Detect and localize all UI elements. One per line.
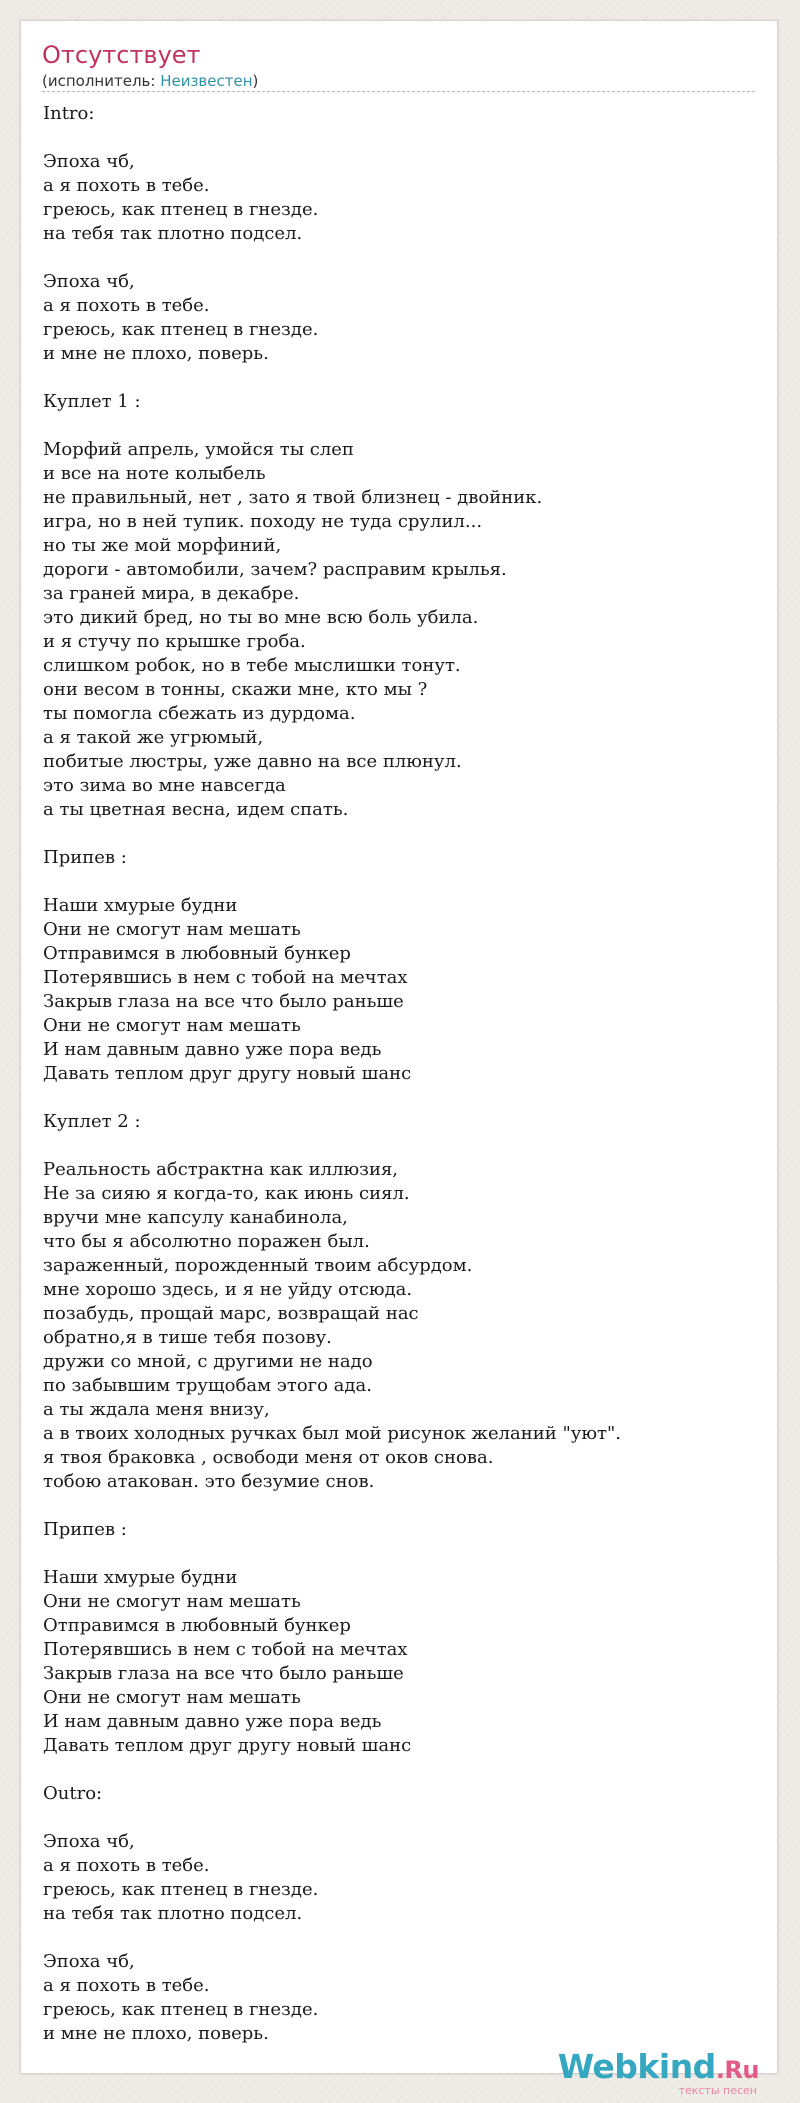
lyric-line: Эпоха чб, <box>43 1951 135 1972</box>
lyric-line: а я похоть в тебе. <box>43 1975 210 1996</box>
lyric-line: Давать теплом друг другу новый шанс <box>43 1735 412 1756</box>
lyric-line: греюсь, как птенец в гнезде. <box>43 1999 319 2020</box>
lyric-line: позабудь, прощай марс, возвращай нас <box>43 1303 419 1324</box>
lyric-line <box>43 870 763 894</box>
lyric-line: Они не смогут нам мешать <box>43 1015 301 1036</box>
lyric-line: Outro: <box>43 1783 103 1804</box>
lyric-line <box>43 1134 763 1158</box>
lyric-line: на тебя так плотно подсел. <box>43 223 303 244</box>
lyric-line <box>43 1758 763 1782</box>
lyric-line: Давать теплом друг другу новый шанс <box>43 1063 412 1084</box>
lyric-line: а ты цветная весна, идем спать. <box>43 799 349 820</box>
lyric-line: Наши хмурые будни <box>43 895 238 916</box>
lyric-line: зараженный, порожденный твоим абсурдом. <box>43 1255 473 1276</box>
lyric-line: Отправимся в любовный бункер <box>43 1615 351 1636</box>
lyric-line: Морфий апрель, умойся ты слеп <box>43 439 354 460</box>
lyric-line <box>43 1926 763 1950</box>
lyric-line <box>43 822 763 846</box>
lyric-line: Эпоха чб, <box>43 151 135 172</box>
song-title: Отсутствует <box>42 41 201 69</box>
lyric-line: Они не смогут нам мешать <box>43 919 301 940</box>
lyric-line: мне хорошо здесь, и я не уйду отсюда. <box>43 1279 413 1300</box>
lyric-line: Куплет 2 : <box>43 1111 141 1132</box>
lyric-line <box>43 1494 763 1518</box>
lyric-line: не правильный, нет , зато я твой близнец - двойник. <box>43 487 543 508</box>
lyric-line: Реальность абстрактна как иллюзия, <box>43 1159 399 1180</box>
lyric-line: и я стучу по крышке гроба. <box>43 631 306 652</box>
lyric-line <box>43 126 763 150</box>
lyric-line: Они не смогут нам мешать <box>43 1591 301 1612</box>
lyric-line: а я похоть в тебе. <box>43 175 210 196</box>
lyric-line: Эпоха чб, <box>43 1831 135 1852</box>
lyric-line: и мне не плохо, поверь. <box>43 343 269 364</box>
lyric-line: Припев : <box>43 1519 127 1540</box>
logo-main-text: Webkind <box>557 2047 716 2086</box>
lyric-line: Не за сияю я когда-то, как июнь сиял. <box>43 1183 410 1204</box>
logo-tld-text: .Ru <box>715 2056 759 2084</box>
lyric-line: Потерявшись в нем с тобой на мечтах <box>43 1639 408 1660</box>
lyric-line: И нам давным давно уже пора ведь <box>43 1711 382 1732</box>
lyric-line: и мне не плохо, поверь. <box>43 2023 269 2044</box>
artist-suffix: ) <box>252 72 259 90</box>
lyric-line: по забывшим трущобам этого ада. <box>43 1375 372 1396</box>
lyric-line <box>43 366 763 390</box>
lyric-line: но ты же мой морфиний, <box>43 535 282 556</box>
lyric-line: тобою атакован. это безумие снов. <box>43 1471 375 1492</box>
lyric-line: за граней мира, в декабре. <box>43 583 300 604</box>
lyric-line: что бы я абсолютно поражен был. <box>43 1231 370 1252</box>
lyric-line: обратно,я в тише тебя позову. <box>43 1327 332 1348</box>
lyric-line: дороги - автомобили, зачем? расправим крылья. <box>43 559 507 580</box>
lyric-line: я твоя браковка , освободи меня от оков снова. <box>43 1447 494 1468</box>
lyrics-text <box>43 102 763 2046</box>
artist-link[interactable]: Неизвестен <box>160 72 253 90</box>
lyric-line: И нам давным давно уже пора ведь <box>43 1039 382 1060</box>
lyrics-card <box>20 20 778 2097</box>
lyric-line: ты помогла сбежать из дурдома. <box>43 703 356 724</box>
lyric-line: Закрыв глаза на все что было раньше <box>43 1663 404 1684</box>
lyric-line: слишком робок, но в тебе мыслишки тонут. <box>43 655 461 676</box>
lyric-line: побитые люстры, уже давно на все плюнул. <box>43 751 462 772</box>
webkind-logo[interactable] <box>557 2047 763 2103</box>
lyric-line: Припев : <box>43 847 127 868</box>
lyric-line <box>43 1542 763 1566</box>
lyric-line: и все на ноте колыбель <box>43 463 266 484</box>
lyric-line: они весом в тонны, скажи мне, кто мы ? <box>43 679 428 700</box>
lyric-line <box>43 1086 763 1110</box>
lyric-line: Потерявшись в нем с тобой на мечтах <box>43 967 408 988</box>
lyric-line: а в твоих холодных ручках был мой рисунок желаний "уют". <box>43 1423 621 1444</box>
lyric-line: греюсь, как птенец в гнезде. <box>43 1879 319 1900</box>
lyric-line: дружи со мной, с другими не надо <box>43 1351 373 1372</box>
lyric-line <box>43 1806 763 1830</box>
lyric-line <box>43 246 763 270</box>
lyric-line: Куплет 1 : <box>43 391 141 412</box>
logo-tagline: тексты песен <box>678 2084 757 2097</box>
lyric-line: Эпоха чб, <box>43 271 135 292</box>
lyric-line: игра, но в ней тупик. походу не туда срулил... <box>43 511 483 532</box>
lyric-line: Отправимся в любовный бункер <box>43 943 351 964</box>
lyric-line: вручи мне капсулу канабинола, <box>43 1207 348 1228</box>
lyric-line <box>43 414 763 438</box>
lyric-line: а ты ждала меня внизу, <box>43 1399 270 1420</box>
lyric-line: Они не смогут нам мешать <box>43 1687 301 1708</box>
lyric-line: Наши хмурые будни <box>43 1567 238 1588</box>
lyric-line: на тебя так плотно подсел. <box>43 1903 303 1924</box>
lyric-line: Intro: <box>43 103 95 124</box>
lyric-line: греюсь, как птенец в гнезде. <box>43 199 319 220</box>
lyric-line: Закрыв глаза на все что было раньше <box>43 991 404 1012</box>
artist-line <box>42 71 258 91</box>
title-divider <box>42 91 755 92</box>
lyric-line: это зима во мне навсегда <box>43 775 286 796</box>
lyric-line: греюсь, как птенец в гнезде. <box>43 319 319 340</box>
artist-prefix: (исполнитель: <box>42 72 161 90</box>
lyric-line: а я такой же угрюмый, <box>43 727 264 748</box>
lyric-line: а я похоть в тебе. <box>43 295 210 316</box>
lyric-line: это дикий бред, но ты во мне всю боль убила. <box>43 607 479 628</box>
lyric-line: а я похоть в тебе. <box>43 1855 210 1876</box>
